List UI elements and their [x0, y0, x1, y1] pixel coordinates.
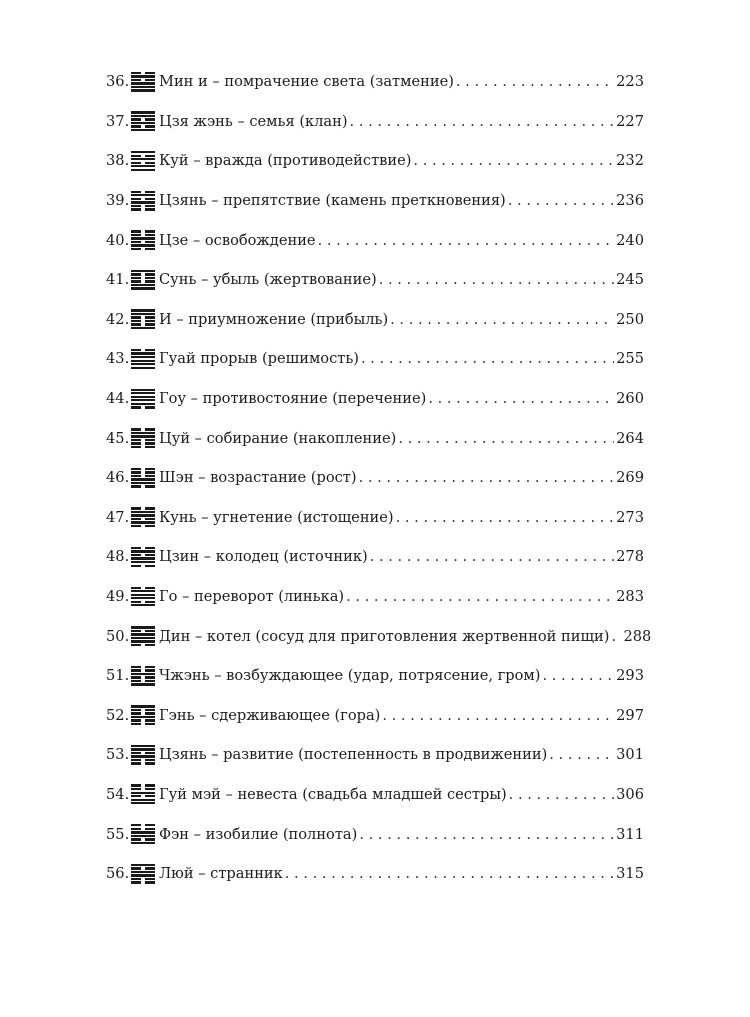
- entry-title: Гоу – противостояние (перечение): [159, 390, 427, 408]
- hexagram-icon: [131, 150, 155, 172]
- broken-line: [131, 205, 155, 207]
- solid-line: [131, 194, 155, 196]
- hexagram-icon: [131, 823, 155, 845]
- entry-number: 54.: [106, 785, 130, 803]
- toc-entry: [106, 300, 644, 340]
- solid-line: [131, 86, 155, 88]
- solid-line: [131, 594, 155, 596]
- broken-line: [131, 712, 155, 714]
- entry-number: 45.: [106, 429, 130, 447]
- toc-entry: [106, 458, 644, 498]
- entry-number: 55.: [106, 825, 130, 843]
- solid-line: [131, 590, 155, 592]
- page-number: 306: [616, 785, 644, 803]
- solid-line: [131, 244, 155, 246]
- hexagram-icon: [131, 506, 155, 528]
- solid-line: [131, 122, 155, 124]
- broken-line: [131, 601, 155, 603]
- page-number: 240: [616, 231, 644, 249]
- toc-entry: [106, 775, 644, 815]
- broken-line: [131, 428, 155, 430]
- solid-line: [131, 403, 155, 405]
- solid-line: [131, 389, 155, 391]
- solid-line: [131, 363, 155, 365]
- entry-title: Цзянь – развитие (постепенность в продвижении): [159, 746, 548, 764]
- toc-entry: [106, 181, 644, 221]
- hexagram-icon: [131, 308, 155, 330]
- toc-entry: [106, 260, 644, 300]
- broken-line: [131, 669, 155, 671]
- solid-line: [131, 313, 155, 315]
- page-number: 250: [616, 310, 644, 328]
- broken-line: [131, 666, 155, 668]
- broken-line: [131, 323, 155, 325]
- solid-line: [131, 633, 155, 635]
- toc-entry: [106, 102, 644, 142]
- dot-leader: [611, 628, 621, 645]
- entry-number: 50.: [106, 627, 130, 645]
- dot-leader: [413, 152, 614, 169]
- dot-leader: [456, 73, 614, 90]
- solid-line: [131, 748, 155, 750]
- entry-title: Кунь – угнетение (истощение): [159, 508, 394, 526]
- entry-title: Чжэнь – возбуждающее (удар, потрясение, гром): [159, 667, 541, 685]
- dot-leader: [396, 509, 615, 526]
- entry-number: 37.: [106, 112, 130, 130]
- toc-entry: [106, 656, 644, 696]
- toc-entry: [106, 379, 644, 419]
- dot-leader: [508, 192, 614, 209]
- broken-line: [131, 795, 155, 797]
- dot-leader: [382, 707, 614, 724]
- broken-line: [131, 191, 155, 193]
- entry-title: Цзе – освобождение: [159, 231, 316, 249]
- solid-line: [131, 716, 155, 718]
- broken-line: [131, 349, 155, 351]
- solid-line: [131, 521, 155, 523]
- hexagram-icon: [131, 348, 155, 370]
- dot-leader: [398, 430, 614, 447]
- solid-line: [131, 705, 155, 707]
- dot-leader: [361, 350, 614, 367]
- entry-number: 48.: [106, 548, 130, 566]
- toc-entry: [106, 616, 652, 656]
- entry-number: 53.: [106, 746, 130, 764]
- solid-line: [131, 165, 155, 167]
- solid-line: [131, 511, 155, 513]
- page-number: 264: [616, 429, 644, 447]
- broken-line: [131, 723, 155, 725]
- page-number: 293: [616, 667, 644, 685]
- solid-line: [131, 392, 155, 394]
- page-number: 227: [616, 112, 644, 130]
- solid-line: [131, 874, 155, 876]
- page-number: 232: [616, 152, 644, 170]
- page-number: 288: [623, 627, 652, 645]
- broken-line: [131, 565, 155, 567]
- hexagram-icon: [131, 704, 155, 726]
- page-number: 278: [616, 548, 644, 566]
- toc-entry: [106, 141, 644, 181]
- broken-line: [131, 630, 155, 632]
- solid-line: [131, 871, 155, 873]
- broken-line: [131, 198, 155, 200]
- dot-leader: [359, 469, 615, 486]
- broken-line: [131, 155, 155, 157]
- page-number: 283: [616, 588, 644, 606]
- broken-line: [131, 248, 155, 250]
- solid-line: [131, 683, 155, 685]
- entry-title: Куй – вражда (противодействие): [159, 152, 412, 170]
- toc-entry: [106, 577, 644, 617]
- solid-line: [131, 327, 155, 329]
- entry-number: 47.: [106, 508, 130, 526]
- broken-line: [131, 442, 155, 444]
- toc-entry: [106, 696, 644, 736]
- solid-line: [131, 842, 155, 844]
- broken-line: [131, 241, 155, 243]
- solid-line: [131, 514, 155, 516]
- broken-line: [131, 824, 155, 826]
- entry-title: Го – переворот (линька): [159, 588, 345, 606]
- solid-line: [131, 597, 155, 599]
- solid-line: [131, 111, 155, 113]
- entry-title: Сунь – убыль (жертвование): [159, 271, 377, 289]
- solid-line: [131, 673, 155, 675]
- broken-line: [131, 208, 155, 210]
- broken-line: [131, 162, 155, 164]
- entry-title: Цзянь – препятствие (камень преткновения): [159, 192, 506, 210]
- entry-title: Шэн – возрастание (рост): [159, 469, 357, 487]
- dot-leader: [509, 786, 614, 803]
- page-number: 269: [616, 469, 644, 487]
- broken-line: [131, 554, 155, 556]
- toc-entry: [106, 498, 644, 538]
- entry-number: 51.: [106, 667, 130, 685]
- solid-line: [131, 831, 155, 833]
- solid-line: [131, 802, 155, 804]
- hexagram-icon: [131, 665, 155, 687]
- solid-line: [131, 75, 155, 77]
- solid-line: [131, 367, 155, 369]
- broken-line: [131, 676, 155, 678]
- hexagram-icon: [131, 744, 155, 766]
- toc-entry: [106, 418, 644, 458]
- solid-line: [131, 864, 155, 866]
- broken-line: [131, 784, 155, 786]
- hexagram-icon: [131, 71, 155, 93]
- broken-line: [131, 759, 155, 761]
- entry-title: Цуй – собирание (накопление): [159, 429, 397, 447]
- page-number: 301: [616, 746, 644, 764]
- solid-line: [131, 82, 155, 84]
- solid-line: [131, 396, 155, 398]
- dot-leader: [390, 311, 614, 328]
- entry-title: Цзя жэнь – семья (клан): [159, 112, 348, 130]
- dot-leader: [428, 390, 614, 407]
- solid-line: [131, 550, 155, 552]
- toc-entry: [106, 854, 644, 894]
- solid-line: [131, 169, 155, 171]
- toc-entry: [106, 537, 644, 577]
- toc-entry: [106, 220, 644, 260]
- broken-line: [131, 867, 155, 869]
- broken-line: [131, 446, 155, 448]
- broken-line: [131, 644, 155, 646]
- broken-line: [131, 72, 155, 74]
- solid-line: [131, 755, 155, 757]
- solid-line: [131, 478, 155, 480]
- entry-number: 49.: [106, 588, 130, 606]
- solid-line: [131, 835, 155, 837]
- solid-line: [131, 799, 155, 801]
- solid-line: [131, 201, 155, 203]
- broken-line: [131, 320, 155, 322]
- entry-number: 43.: [106, 350, 130, 368]
- hexagram-icon: [131, 863, 155, 885]
- broken-line: [131, 525, 155, 527]
- broken-line: [131, 125, 155, 127]
- broken-line: [131, 752, 155, 754]
- hexagram-icon: [131, 427, 155, 449]
- page-number: 255: [616, 350, 644, 368]
- dot-leader: [350, 113, 615, 130]
- entry-number: 44.: [106, 390, 130, 408]
- entry-number: 56.: [106, 865, 130, 883]
- broken-line: [131, 878, 155, 880]
- page-number: 245: [616, 271, 644, 289]
- dot-leader: [346, 588, 614, 605]
- solid-line: [131, 640, 155, 642]
- hexagram-icon: [131, 388, 155, 410]
- page-number: 311: [616, 825, 644, 843]
- entry-number: 36.: [106, 73, 130, 91]
- entry-title: Гэнь – сдерживающее (гора): [159, 706, 381, 724]
- page-number: 236: [616, 192, 644, 210]
- entry-title: Дин – котел (сосуд для приготовления жертвенной пищи): [159, 627, 610, 645]
- solid-line: [131, 557, 155, 559]
- entry-number: 39.: [106, 192, 130, 210]
- broken-line: [131, 280, 155, 282]
- entry-number: 42.: [106, 310, 130, 328]
- broken-line: [131, 881, 155, 883]
- solid-line: [131, 561, 155, 563]
- hexagram-icon: [131, 783, 155, 805]
- page-number: 273: [616, 508, 644, 526]
- broken-line: [131, 406, 155, 408]
- solid-line: [131, 151, 155, 153]
- entry-title: Фэн – изобилие (полнота): [159, 825, 358, 843]
- dot-leader: [379, 271, 614, 288]
- solid-line: [131, 637, 155, 639]
- broken-line: [131, 468, 155, 470]
- solid-line: [131, 792, 155, 794]
- solid-line: [131, 270, 155, 272]
- toc-entry: [106, 735, 644, 775]
- hexagram-icon: [131, 110, 155, 132]
- broken-line: [131, 587, 155, 589]
- entry-title: Мин и – помрачение света (затмение): [159, 73, 454, 91]
- solid-line: [131, 89, 155, 91]
- solid-line: [131, 432, 155, 434]
- broken-line: [131, 547, 155, 549]
- solid-line: [131, 626, 155, 628]
- broken-line: [131, 439, 155, 441]
- entry-number: 52.: [106, 706, 130, 724]
- hexagram-icon: [131, 229, 155, 251]
- broken-line: [131, 788, 155, 790]
- entry-title: И – приумножение (прибыль): [159, 310, 389, 328]
- broken-line: [131, 762, 155, 764]
- page-number: 297: [616, 706, 644, 724]
- broken-line: [131, 518, 155, 520]
- entry-number: 40.: [106, 231, 130, 249]
- solid-line: [131, 482, 155, 484]
- page-number: 260: [616, 390, 644, 408]
- broken-line: [131, 719, 155, 721]
- hexagram-icon: [131, 467, 155, 489]
- hexagram-icon: [131, 625, 155, 647]
- dot-leader: [542, 667, 614, 684]
- broken-line: [131, 79, 155, 81]
- toc-entry: [106, 62, 644, 102]
- broken-line: [131, 838, 155, 840]
- toc-entry: [106, 339, 644, 379]
- broken-line: [131, 709, 155, 711]
- toc-entry: [106, 814, 644, 854]
- entry-number: 41.: [106, 271, 130, 289]
- entry-title: Цзин – колодец (источник): [159, 548, 368, 566]
- entry-title: Люй – странник: [159, 865, 283, 883]
- solid-line: [131, 237, 155, 239]
- dot-leader: [359, 826, 614, 843]
- broken-line: [131, 234, 155, 236]
- solid-line: [131, 309, 155, 311]
- solid-line: [131, 129, 155, 131]
- broken-line: [131, 507, 155, 509]
- solid-line: [131, 356, 155, 358]
- solid-line: [131, 360, 155, 362]
- solid-line: [131, 604, 155, 606]
- broken-line: [131, 680, 155, 682]
- table-of-contents: [106, 62, 652, 893]
- broken-line: [131, 471, 155, 473]
- dot-leader: [370, 548, 614, 565]
- solid-line: [131, 115, 155, 117]
- broken-line: [131, 277, 155, 279]
- broken-line: [131, 118, 155, 120]
- solid-line: [131, 284, 155, 286]
- broken-line: [131, 828, 155, 830]
- dot-leader: [285, 865, 614, 882]
- entry-number: 46.: [106, 469, 130, 487]
- solid-line: [131, 399, 155, 401]
- broken-line: [131, 485, 155, 487]
- hexagram-icon: [131, 586, 155, 608]
- page-number: 223: [616, 73, 644, 91]
- solid-line: [131, 352, 155, 354]
- entry-number: 38.: [106, 152, 130, 170]
- dot-leader: [318, 232, 615, 249]
- broken-line: [131, 475, 155, 477]
- solid-line: [131, 158, 155, 160]
- solid-line: [131, 287, 155, 289]
- hexagram-icon: [131, 269, 155, 291]
- dot-leader: [549, 746, 614, 763]
- page-number: 315: [616, 865, 644, 883]
- entry-title: Гуй мэй – невеста (свадьба младшей сестры): [159, 785, 507, 803]
- broken-line: [131, 316, 155, 318]
- solid-line: [131, 745, 155, 747]
- hexagram-icon: [131, 190, 155, 212]
- solid-line: [131, 435, 155, 437]
- broken-line: [131, 230, 155, 232]
- entry-title: Гуай прорыв (решимость): [159, 350, 359, 368]
- broken-line: [131, 273, 155, 275]
- hexagram-icon: [131, 546, 155, 568]
